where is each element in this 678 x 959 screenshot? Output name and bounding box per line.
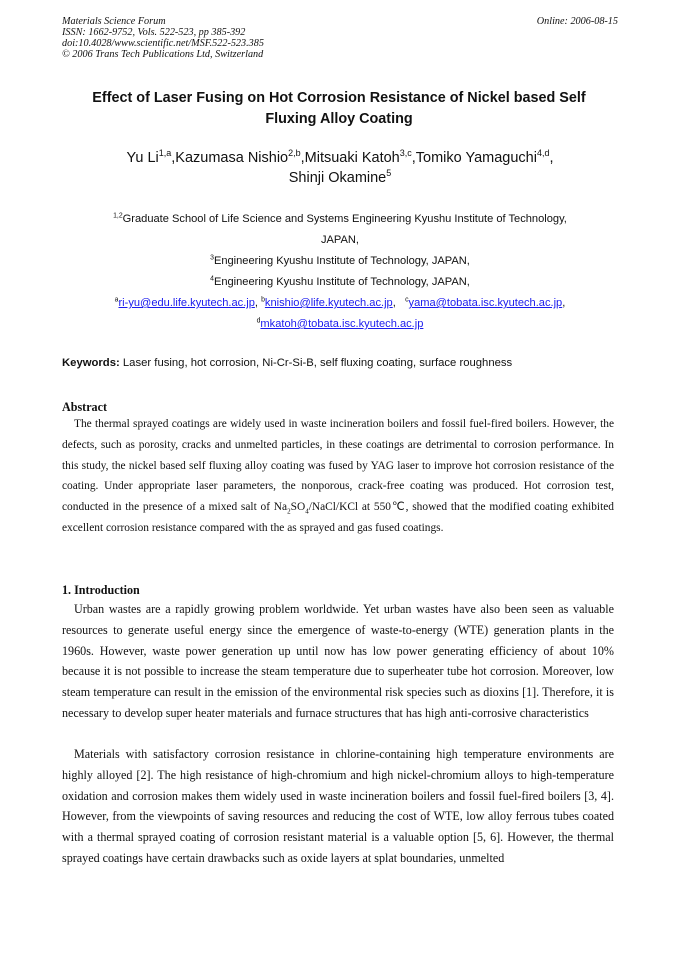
author-3-affil: 3,c	[399, 148, 412, 159]
affiliation-1-line-1: Graduate School of Life Science and Systems Engineering Kyushu Institute of Technology,	[122, 213, 567, 225]
introduction-paragraph-2: Materials with satisfactory corrosion resistance in chlorine-containing high temperature environments are highly alloyed [2]. The high resistance of high-chromium and high nickel-chromium alloys to high-temperature oxidation and corrosion makes them widely used in waste incineration boilers and fossil fuel-fired boilers [3, 4]. However, from the viewpoints of saving resources and reducing the cost of WTE, low alloy ferrous tubes coated with a thermal sprayed coating of corrosion resistant material is a valuable option [5, 6]. However, the thermal sprayed coatings have certain drawbacks such as oxide layers at splat boundaries, unmelted	[62, 747, 614, 865]
email-d-link[interactable]: mkatoh@tobata.isc.kyutech.ac.jp	[260, 318, 424, 330]
affiliation-4	[62, 275, 618, 289]
paper-title	[58, 88, 620, 130]
affiliation-4-text: Engineering Kyushu Institute of Technology, JAPAN,	[213, 276, 470, 288]
affiliation-1-marker: 1,2	[113, 212, 123, 220]
email-a-marker: a	[114, 296, 119, 304]
title-line-2: Fluxing Alloy Coating	[265, 111, 413, 127]
introduction-heading: 1. Introduction	[62, 583, 140, 597]
author-4: ,Tomiko Yamaguchi	[411, 150, 537, 166]
affiliation-4-marker: 4	[210, 275, 214, 283]
email-separator-3: ,	[562, 297, 566, 309]
abstract-text	[62, 414, 614, 539]
email-line-2	[62, 317, 618, 331]
author-1-affil: 1,a	[158, 148, 172, 159]
journal-name: Materials Science Forum	[62, 16, 166, 27]
email-c-marker: c	[405, 296, 409, 304]
abstract-sub-1: 2	[287, 507, 291, 516]
email-c-link[interactable]: yama@tobata.isc.kyutech.ac.jp	[408, 297, 563, 309]
author-3: ,Mitsuaki Katoh	[300, 150, 400, 166]
introduction-paragraph-1: Urban wastes are a rapidly growing problem worldwide. Yet urban wastes have also been seen as valuable resources to generate useful energy since the emergence of waste-to-energy (WTE) generation plants in the 1960s. However, waste power generation up until now has low power generating efficiency of about 10% because it is not possible to increase the steam temperature due to superheater tube hot corrosion. Moreover, low steam temperature can result in the emission of the environmental risk species such as dioxins [1]. Therefore, it is necessary to develop super heater materials and furnace structures that has high anti-corrosive characteristics	[62, 602, 614, 720]
author-5-affil: 5	[386, 168, 392, 179]
affiliation-1-line-2: JAPAN,	[320, 234, 359, 246]
email-a-link[interactable]: ri-yu@edu.life.kyutech.ac.jp	[118, 297, 255, 309]
affiliation-1	[62, 212, 618, 247]
copyright-line: © 2006 Trans Tech Publications Ltd, Switzerland	[62, 49, 264, 60]
journal-header	[62, 16, 618, 60]
abstract-part-1: The thermal sprayed coatings are widely used in waste incineration boilers and fossil fuel-fired boilers. However, the defects, such as porosity, cracks and unmelted particles, in these coatings are detrimental to corrosion performance. In this study, the nickel based self fluxing alloy coating was fused by YAG laser to improve hot corrosion resistance of the coating. Under appropriate laser parameters, the nonporous, crack-free coating was produced. Hot corrosion test, conducted in the presence of a mixed salt of Na	[62, 418, 614, 514]
keywords-line	[62, 356, 618, 370]
doi-line: doi:10.4028/www.scientific.net/MSF.522-523.385	[62, 38, 264, 49]
email-separator-2: ,	[392, 297, 396, 309]
author-2-affil: 2,b	[288, 148, 301, 159]
email-d-marker: d	[256, 317, 261, 325]
abstract-sub-2: 4	[305, 507, 309, 516]
author-1: Yu Li	[126, 150, 159, 166]
affiliation-3-marker: 3	[210, 254, 214, 262]
abstract-part-3: /NaCl/KCl at 550℃, showed that the modified coating exhibited excellent corrosion resistance compared with the as sprayed and gas fused coatings.	[62, 501, 615, 534]
issn-line: ISSN: 1662-9752, Vols. 522-523, pp 385-392	[62, 27, 246, 38]
keywords-text: Laser fusing, hot corrosion, Ni-Cr-Si-B, self fluxing coating, surface roughness	[119, 357, 513, 369]
author-5: Shinji Okamine	[288, 170, 387, 186]
affiliation-3	[62, 254, 618, 268]
email-b-marker: b	[261, 296, 265, 304]
online-date: Online: 2006-08-15	[536, 16, 618, 27]
author-4-affil: 4,d	[536, 148, 550, 159]
email-separator-1: ,	[254, 297, 262, 309]
keywords-label: Keywords:	[62, 357, 120, 369]
abstract-part-2: SO	[290, 501, 306, 514]
abstract-heading: Abstract	[62, 400, 108, 414]
title-line-1: Effect of Laser Fusing on Hot Corrosion Resistance of Nickel based Self	[92, 90, 586, 106]
affiliation-3-text: Engineering Kyushu Institute of Technology, JAPAN,	[213, 255, 470, 267]
author-list	[70, 148, 610, 188]
author-4-comma: ,	[549, 150, 554, 166]
email-b-link[interactable]: knishio@life.kyutech.ac.jp	[264, 297, 393, 309]
author-2: ,Kazumasa Nishio	[171, 150, 289, 166]
email-line-1	[62, 296, 618, 310]
